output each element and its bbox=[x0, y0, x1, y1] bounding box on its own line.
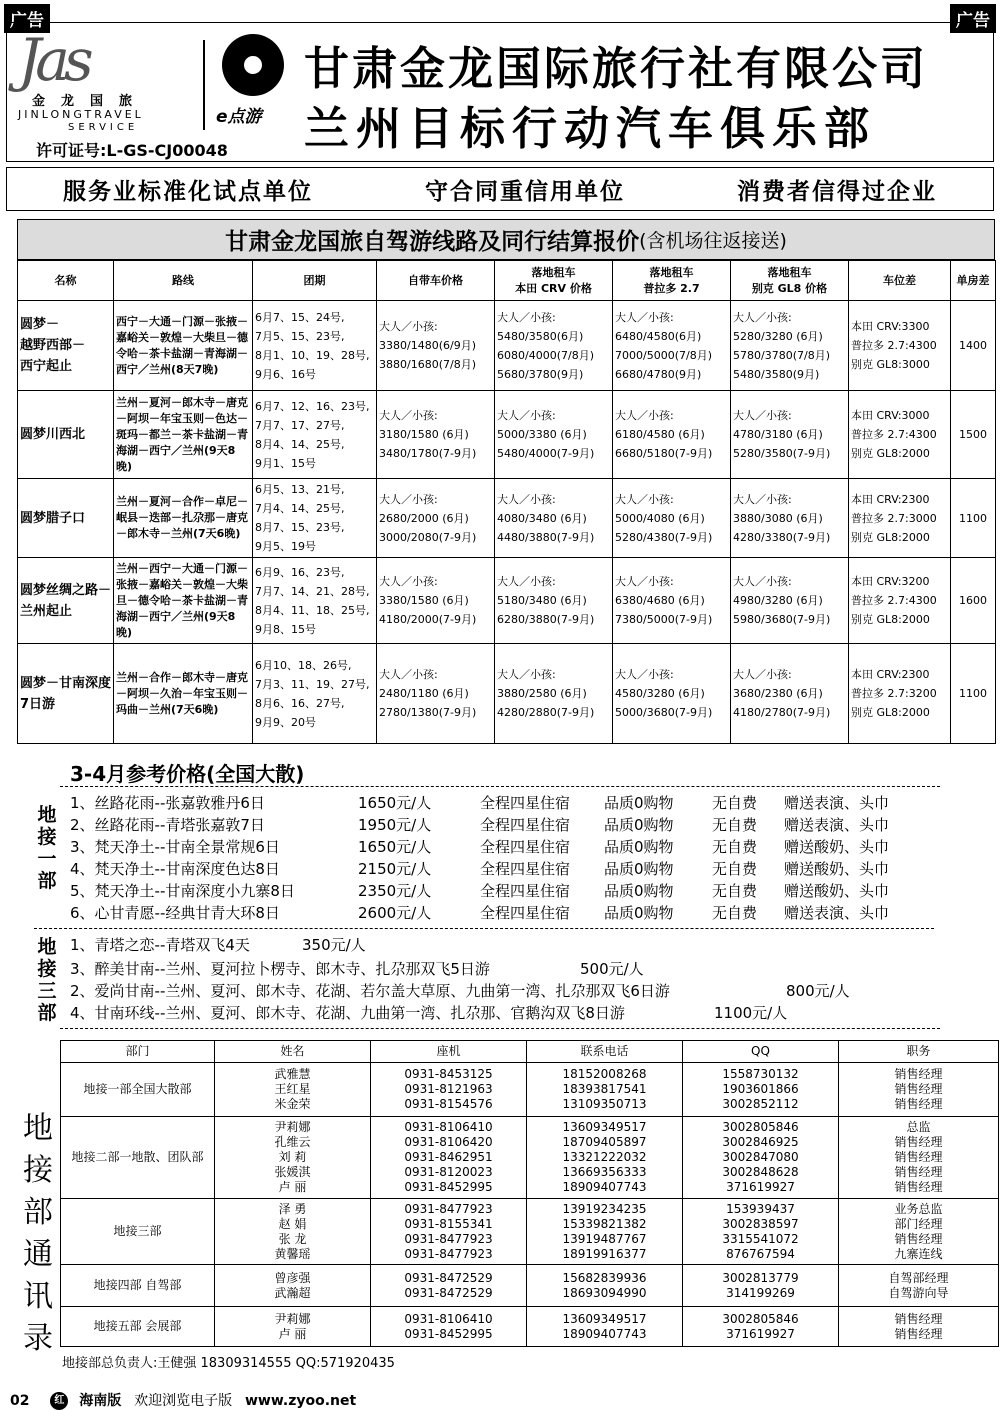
landline: 0931-8472529 0931-8472529 bbox=[371, 1265, 527, 1307]
mobile: 13609349517 18909407743 bbox=[527, 1307, 683, 1347]
item-hotel: 全程四星住宿 bbox=[480, 904, 571, 922]
ediand-ring-inner bbox=[236, 48, 270, 82]
mobile: 13609349517 18709405897 13321222032 13669356333 18909407743 bbox=[527, 1117, 683, 1199]
item-gift: 赠送酸奶、头巾 bbox=[784, 838, 890, 856]
contacts-table bbox=[60, 1040, 999, 1347]
license-number: 许可证号:L-GS-CJ00048 bbox=[36, 141, 228, 160]
slogan-1: 服务业标准化试点单位 bbox=[63, 178, 313, 205]
table-row bbox=[18, 479, 996, 558]
item-fee: 无自费 bbox=[712, 860, 758, 878]
price-prado: 大人／小孩: 6380/4680 (6月) 7380/5000(7-9月) bbox=[613, 558, 731, 644]
item-shop: 品质0购物 bbox=[604, 816, 674, 834]
item-shop: 品质0购物 bbox=[604, 838, 674, 856]
dept-name: 地接五部 会展部 bbox=[61, 1307, 215, 1347]
table-row bbox=[18, 644, 996, 744]
dept3-label bbox=[36, 936, 58, 1024]
item-price: 500元/人 bbox=[580, 960, 644, 978]
item-price: 2150元/人 bbox=[358, 860, 432, 878]
col-header: 路线 bbox=[114, 261, 253, 301]
dashed-divider bbox=[34, 928, 934, 929]
logo-script: Jas bbox=[18, 26, 88, 94]
price-crv: 大人／小孩: 5480/3580(6月) 6080/4000(7/8月) 5680/3780(9月) bbox=[495, 301, 613, 391]
route-path: 兰州－西宁－大通－门源－张掖－嘉峪关－敦煌－大柴旦－德令哈－茶卡盐湖－青海湖－西宁／兰州(9天8晚) bbox=[114, 558, 253, 644]
item-price: 350元/人 bbox=[302, 936, 366, 954]
logo-en2: SERVICE bbox=[68, 122, 139, 133]
qq: 153939437 3002838597 3315541072 876767594 bbox=[683, 1199, 839, 1265]
page-footer bbox=[10, 1390, 356, 1410]
footer-text: 欢迎浏览电子版 bbox=[134, 1393, 233, 1409]
landline: 0931-8106410 0931-8106420 0931-8462951 0931-8120023 0931-8452995 bbox=[371, 1117, 527, 1199]
mobile: 18152008268 18393817541 13109350713 bbox=[527, 1063, 683, 1117]
position: 销售经理 销售经理 销售经理 bbox=[839, 1063, 999, 1117]
ad-tag-left: 广告 bbox=[4, 4, 50, 33]
company-title: 甘肃金龙国际旅行社有限公司 bbox=[304, 42, 929, 95]
side-title-char: 讯 bbox=[23, 1279, 53, 1314]
dept-name: 地接二部一地散、团队部 bbox=[61, 1117, 215, 1199]
side-title-char: 录 bbox=[23, 1321, 53, 1356]
side-title-char: 部 bbox=[23, 1195, 53, 1230]
item-price: 2350元/人 bbox=[358, 882, 432, 900]
slogan-3: 消费者信得过企业 bbox=[737, 178, 937, 205]
price-prado: 大人／小孩: 4580/3280 (6月) 5000/3680(7-9月) bbox=[613, 644, 731, 744]
table-row bbox=[61, 1199, 999, 1265]
item-name: 4、甘南环线--兰州、夏河、郎木寺、花湖、九曲第一湾、扎尕那、官鹅沟双飞8日游 bbox=[70, 1004, 625, 1022]
table-row bbox=[61, 1063, 999, 1117]
route-name: 圆梦－ 越野西部－ 西宁起止 bbox=[18, 301, 114, 391]
item-fee: 无自费 bbox=[712, 882, 758, 900]
route-name: 圆梦川西北 bbox=[18, 391, 114, 479]
price-gl8: 大人／小孩: 4780/3180 (6月) 5280/3580(7-9月) bbox=[731, 391, 849, 479]
logo-en1: JINLONGTRAVEL bbox=[18, 108, 144, 121]
price-table bbox=[17, 260, 996, 744]
table-row bbox=[61, 1265, 999, 1307]
col-header: 落地租车 别克 GL8 价格 bbox=[731, 261, 849, 301]
route-name: 圆梦腊子口 bbox=[18, 479, 114, 558]
landline: 0931-8477923 0931-8155341 0931-8477923 0931-8477923 bbox=[371, 1199, 527, 1265]
price-crv: 大人／小孩: 5180/3480 (6月) 6280/3880(7-9月) bbox=[495, 558, 613, 644]
mobile: 15682839936 18693094990 bbox=[527, 1265, 683, 1307]
table-row bbox=[18, 391, 996, 479]
price-header-row bbox=[18, 261, 996, 301]
dept1-label-char: 一 bbox=[37, 848, 57, 870]
item-price: 800元/人 bbox=[786, 982, 850, 1000]
price-crv: 大人／小孩: 3880/2580 (6月) 4280/2880(7-9月) bbox=[495, 644, 613, 744]
item-name: 6、心甘青愿--经典甘青大环8日 bbox=[70, 904, 280, 922]
item-hotel: 全程四星住宿 bbox=[480, 794, 571, 812]
car-diff: 本田 CRV:2300 普拉多 2.7:3200 别克 GL8:2000 bbox=[849, 644, 951, 744]
price-crv: 大人／小孩: 4080/3480 (6月) 4480/3880(7-9月) bbox=[495, 479, 613, 558]
col-header: 单房差 bbox=[951, 261, 996, 301]
landline: 0931-8106410 0931-8452995 bbox=[371, 1307, 527, 1347]
col-header: QQ bbox=[683, 1041, 839, 1063]
dept3-label-char: 接 bbox=[37, 958, 57, 980]
dept3-label-char: 部 bbox=[37, 1002, 57, 1024]
item-gift: 赠送表演、头巾 bbox=[784, 794, 890, 812]
single-room-diff: 1100 bbox=[951, 479, 996, 558]
car-diff: 本田 CRV:3000 普拉多 2.7:4300 别克 GL8:2000 bbox=[849, 391, 951, 479]
staff-names: 尹莉娜 卢 丽 bbox=[215, 1307, 371, 1347]
side-title-char: 通 bbox=[23, 1237, 53, 1272]
dept1-label-char: 接 bbox=[37, 826, 57, 848]
item-gift: 赠送酸奶、头巾 bbox=[784, 882, 890, 900]
price-self: 大人／小孩: 2680/2000 (6月) 3000/2080(7-9月) bbox=[377, 479, 495, 558]
position: 销售经理 销售经理 bbox=[839, 1307, 999, 1347]
slogan-2: 守合同重信用单位 bbox=[425, 178, 625, 205]
staff-names: 泽 勇 赵 娟 张 龙 黄馨瑶 bbox=[215, 1199, 371, 1265]
edition-name: 海南版 bbox=[79, 1393, 122, 1409]
header-divider bbox=[203, 40, 205, 130]
car-diff: 本田 CRV:2300 普拉多 2.7:3000 别克 GL8:2000 bbox=[849, 479, 951, 558]
dashed-divider bbox=[60, 786, 940, 787]
item-name: 2、爱尚甘南--兰州、夏河、郎木寺、花湖、若尔盖大草原、九曲第一湾、扎尕那双飞6日游 bbox=[70, 982, 670, 1000]
item-name: 1、丝路花雨--张嘉敦雅丹6日 bbox=[70, 794, 265, 812]
item-fee: 无自费 bbox=[712, 816, 758, 834]
route-dates: 6月7、12、16、23号, 7月7、17、27号, 8月4、14、25号, 9月1、15号 bbox=[253, 391, 377, 479]
position: 业务总监 部门经理 销售经理 九寨连线 bbox=[839, 1199, 999, 1265]
route-dates: 6月9、16、23号, 7月7、14、21、28号, 8月4、11、18、25号, 9月8、15号 bbox=[253, 558, 377, 644]
item-fee: 无自费 bbox=[712, 794, 758, 812]
col-header: 落地租车 普拉多 2.7 bbox=[613, 261, 731, 301]
item-hotel: 全程四星住宿 bbox=[480, 838, 571, 856]
item-gift: 赠送酸奶、头巾 bbox=[784, 860, 890, 878]
ad-tag-right: 广告 bbox=[950, 4, 996, 33]
item-price: 2600元/人 bbox=[358, 904, 432, 922]
page-number: 02 bbox=[10, 1393, 30, 1409]
table-row bbox=[18, 301, 996, 391]
price-prado: 大人／小孩: 6480/4580(6月) 7000/5000(7/8月) 6680/4780(9月) bbox=[613, 301, 731, 391]
price-gl8: 大人／小孩: 3880/3080 (6月) 4280/3380(7-9月) bbox=[731, 479, 849, 558]
price-gl8: 大人／小孩: 5280/3280 (6月) 5780/3780(7/8月) 5480/3580(9月) bbox=[731, 301, 849, 391]
item-name: 1、青塔之恋--青塔双飞4天 bbox=[70, 936, 250, 954]
price-self: 大人／小孩: 3180/1580 (6月) 3480/1780(7-9月) bbox=[377, 391, 495, 479]
item-gift: 赠送表演、头巾 bbox=[784, 904, 890, 922]
dept1-label-char: 地 bbox=[37, 804, 57, 826]
col-header: 姓名 bbox=[215, 1041, 371, 1063]
price-prado: 大人／小孩: 5000/4080 (6月) 5280/4380(7-9月) bbox=[613, 479, 731, 558]
col-header: 落地租车 本田 CRV 价格 bbox=[495, 261, 613, 301]
item-price: 1100元/人 bbox=[714, 1004, 788, 1022]
footer-url[interactable]: www.zyoo.net bbox=[244, 1393, 357, 1409]
route-dates: 6月10、18、26号, 7月3、11、19、27号, 8月6、16、27号, 9月9、20号 bbox=[253, 644, 377, 744]
item-name: 5、梵天净土--甘南深度小九寨8日 bbox=[70, 882, 295, 900]
col-header: 联系电话 bbox=[527, 1041, 683, 1063]
staff-names: 武雅慧 王红星 米金荣 bbox=[215, 1063, 371, 1117]
qq: 1558730132 1903601866 3002852112 bbox=[683, 1063, 839, 1117]
route-dates: 6月5、13、21号, 7月4、14、25号, 8月7、15、23号, 9月5、19号 bbox=[253, 479, 377, 558]
item-name: 3、醉美甘南--兰州、夏河拉卜楞寺、郎木寺、扎尕那双飞5日游 bbox=[70, 960, 490, 978]
table-row bbox=[61, 1117, 999, 1199]
landline: 0931-8453125 0931-8121963 0931-8154576 bbox=[371, 1063, 527, 1117]
item-fee: 无自费 bbox=[712, 838, 758, 856]
route-path: 兰州－合作－郎木寺－唐克－阿坝－久治－年宝玉则－玛曲－兰州(7天6晚) bbox=[114, 644, 253, 744]
item-shop: 品质0购物 bbox=[604, 860, 674, 878]
route-path: 兰州－夏河－郎木寺－唐克－阿坝－年宝玉则－色达－斑玛－都兰－茶卡盐湖－青海湖－西宁／兰州(9天8晚) bbox=[114, 391, 253, 479]
route-path: 西宁－大通－门源－张掖－嘉峪关－敦煌－大柴旦－德令哈－茶卡盐湖－青海湖－西宁／兰州(8天7晚) bbox=[114, 301, 253, 391]
item-hotel: 全程四星住宿 bbox=[480, 860, 571, 878]
ref-prices-title: 3-4月参考价格(全国大散) bbox=[70, 762, 305, 786]
qq: 3002805846 3002846925 3002847080 3002848628 371619927 bbox=[683, 1117, 839, 1199]
route-name: 圆梦－甘南深度7日游 bbox=[18, 644, 114, 744]
col-header: 部门 bbox=[61, 1041, 215, 1063]
slogan-bar bbox=[6, 167, 994, 211]
col-header: 职务 bbox=[839, 1041, 999, 1063]
route-dates: 6月7、15、24号, 7月5、15、23号, 8月1、10、19、28号, 9月6、16号 bbox=[253, 301, 377, 391]
route-path: 兰州－夏河－合作－卓尼－岷县－迭部－扎尕那－唐克－郎木寺－兰州(7天6晚) bbox=[114, 479, 253, 558]
dept-name: 地接四部 自驾部 bbox=[61, 1265, 215, 1307]
col-header: 名称 bbox=[18, 261, 114, 301]
dept-name: 地接三部 bbox=[61, 1199, 215, 1265]
item-name: 4、梵天净土--甘南深度色达8日 bbox=[70, 860, 280, 878]
item-price: 1650元/人 bbox=[358, 794, 432, 812]
dept3-label-char: 地 bbox=[37, 936, 57, 958]
table-row bbox=[18, 558, 996, 644]
route-name: 圆梦丝绸之路－兰州起止 bbox=[18, 558, 114, 644]
dashed-divider bbox=[60, 1028, 940, 1029]
logo-cn: 金龙国旅 bbox=[32, 94, 149, 109]
contacts-header-row bbox=[61, 1041, 999, 1063]
price-self: 大人／小孩: 2480/1180 (6月) 2780/1380(7-9月) bbox=[377, 644, 495, 744]
staff-names: 曾彦强 武瀚超 bbox=[215, 1265, 371, 1307]
club-title: 兰州目标行动汽车俱乐部 bbox=[304, 102, 877, 155]
item-name: 3、梵天净土--甘南全景常规6日 bbox=[70, 838, 280, 856]
jinlong-logo bbox=[10, 26, 200, 138]
price-title-text: 甘肃金龙国旅自驾游线路及同行结算报价 bbox=[225, 229, 640, 255]
price-crv: 大人／小孩: 5000/3380 (6月) 5480/4000(7-9月) bbox=[495, 391, 613, 479]
position: 自驾部经理 自驾游向导 bbox=[839, 1265, 999, 1307]
staff-names: 尹莉娜 孔维云 刘 莉 张媛淇 卢 丽 bbox=[215, 1117, 371, 1199]
dept-name: 地接一部全国大散部 bbox=[61, 1063, 215, 1117]
contacts-footer-note: 地接部总负责人:王健强 18309314555 QQ:571920435 bbox=[62, 1356, 395, 1371]
dept3-label-char: 三 bbox=[37, 980, 57, 1002]
dept1-label-char: 部 bbox=[37, 870, 57, 892]
mobile: 13919234235 15339821382 13919487767 18919916377 bbox=[527, 1199, 683, 1265]
newspaper-badge-icon: 红 bbox=[50, 1392, 68, 1410]
price-self: 大人／小孩: 3380/1480(6/9月) 3880/1680(7/8月) bbox=[377, 301, 495, 391]
item-gift: 赠送表演、头巾 bbox=[784, 816, 890, 834]
price-table-title bbox=[17, 219, 995, 260]
side-title-char: 接 bbox=[23, 1153, 53, 1188]
item-hotel: 全程四星住宿 bbox=[480, 816, 571, 834]
price-gl8: 大人／小孩: 4980/3280 (6月) 5980/3680(7-9月) bbox=[731, 558, 849, 644]
price-self: 大人／小孩: 3380/1580 (6月) 4180/2000(7-9月) bbox=[377, 558, 495, 644]
car-diff: 本田 CRV:3300 普拉多 2.7:4300 别克 GL8:3000 bbox=[849, 301, 951, 391]
table-row bbox=[61, 1307, 999, 1347]
single-room-diff: 1100 bbox=[951, 644, 996, 744]
qq: 3002805846 371619927 bbox=[683, 1307, 839, 1347]
price-prado: 大人／小孩: 6180/4580 (6月) 6680/5180(7-9月) bbox=[613, 391, 731, 479]
item-price: 1950元/人 bbox=[358, 816, 432, 834]
single-room-diff: 1600 bbox=[951, 558, 996, 644]
item-shop: 品质0购物 bbox=[604, 882, 674, 900]
item-fee: 无自费 bbox=[712, 904, 758, 922]
ediand-logo bbox=[216, 34, 290, 134]
qq: 3002813779 314199269 bbox=[683, 1265, 839, 1307]
price-gl8: 大人／小孩: 3680/2380 (6月) 4180/2780(7-9月) bbox=[731, 644, 849, 744]
item-shop: 品质0购物 bbox=[604, 904, 674, 922]
single-room-diff: 1500 bbox=[951, 391, 996, 479]
col-header: 自带车价格 bbox=[377, 261, 495, 301]
item-hotel: 全程四星住宿 bbox=[480, 882, 571, 900]
col-header: 团期 bbox=[253, 261, 377, 301]
position: 总监 销售经理 销售经理 销售经理 销售经理 bbox=[839, 1117, 999, 1199]
dept1-label bbox=[36, 804, 58, 892]
item-shop: 品质0购物 bbox=[604, 794, 674, 812]
ediand-label: e点游 bbox=[216, 107, 262, 127]
col-header: 车位差 bbox=[849, 261, 951, 301]
item-name: 2、丝路花雨--青塔张嘉敦7日 bbox=[70, 816, 265, 834]
col-header: 座机 bbox=[371, 1041, 527, 1063]
price-title-note: (含机场往返接送) bbox=[639, 230, 787, 252]
single-room-diff: 1400 bbox=[951, 301, 996, 391]
contacts-side-title bbox=[18, 1108, 58, 1360]
car-diff: 本田 CRV:3200 普拉多 2.7:4300 别克 GL8:2000 bbox=[849, 558, 951, 644]
item-price: 1650元/人 bbox=[358, 838, 432, 856]
side-title-char: 地 bbox=[23, 1111, 53, 1146]
